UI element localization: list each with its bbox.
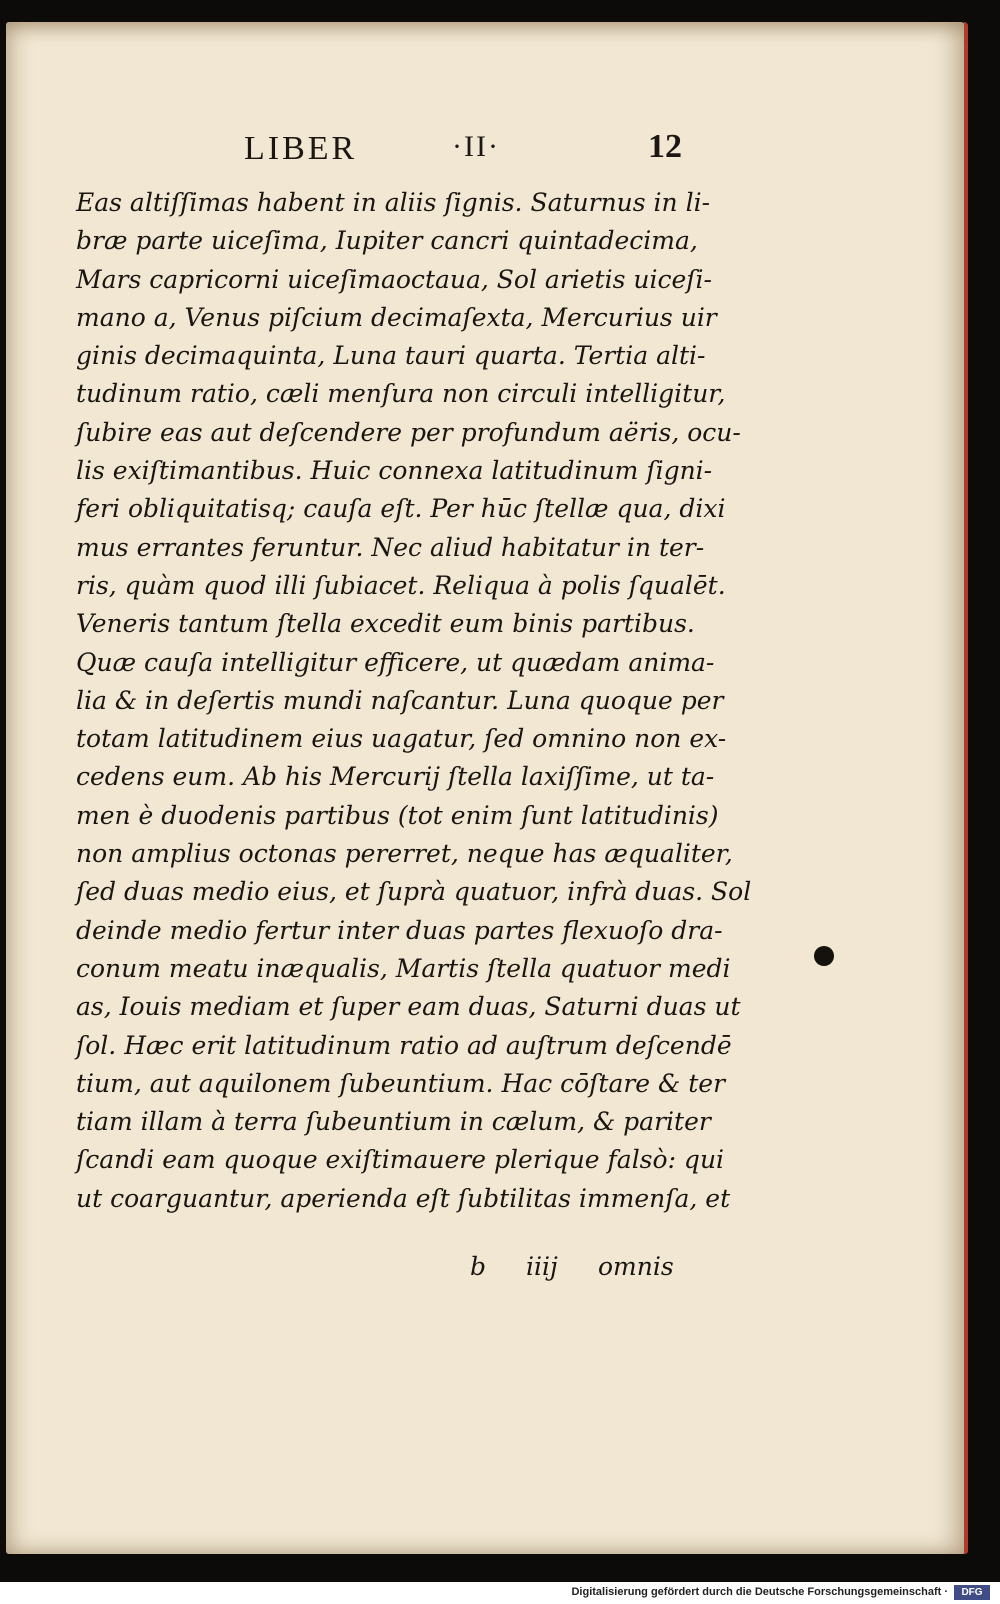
signature-line [470,1252,690,1292]
text-line: feri obliquitatisq; cauſa eſt. Per hūc ſtellæ qua, dixi [76,494,726,524]
text-line: conum meatu inæqualis, Martis ſtella quatuor medi [76,953,731,983]
text-line: ut coarguantur, aperienda eſt ſubtilitas immenſa, et [76,1183,731,1213]
folio-number: 12 [648,128,682,165]
text-line: ſubire eas aut deſcendere per profundum aëris, ocu- [76,417,741,447]
text-line: ginis decimaquinta, Luna tauri quarta. Tertia alti- [76,341,706,371]
text-line: lis exiſtimantibus. Huic connexa latitudinum ſigni- [76,456,713,486]
text-line: ſol. Hæc erit latitudinum ratio ad auſtrum deſcendē [76,1030,732,1060]
signature-letter: b [470,1252,487,1281]
text-line: cedens eum. Ab his Mercurij ſtella laxiſſime, ut ta- [76,762,715,792]
text-line: bræ parte uiceſima, Iupiter cancri quintadecima, [76,226,698,256]
text-line: ſed duas medio eius, et ſuprà quatuor, infrà duas. Sol [76,877,752,907]
text-line: ſcandi eam quoque exiſtimauere plerique falsò: qui [76,1145,725,1175]
book-number: ·II· [452,130,500,163]
text-line: mano a, Venus piſcium decimaſexta, Mercurius uir [76,302,717,332]
dfg-logo: DFG [954,1585,990,1600]
ink-spot [814,946,834,966]
signature-number: iiij [526,1252,558,1281]
text-line: as, Iouis mediam et ſuper eam duas, Saturni duas ut [76,992,741,1022]
text-line: ris, quàm quod illi ſubiacet. Reliqua à polis ſqualēt. [76,570,726,600]
text-line: tiam illam à terra ſubeuntium in cælum, & pariter [76,1107,711,1137]
text-line: mus errantes feruntur. Nec aliud habitatur in ter- [76,532,705,562]
text-line: Veneris tantum ſtella excedit eum binis partibus. [76,609,695,639]
text-line: non amplius octonas pererret, neque has æqualiter, [76,839,733,869]
page-header [230,112,690,172]
text-line: lia & in deſertis mundi naſcantur. Luna quoque per [76,685,724,715]
catchword: omnis [598,1252,674,1281]
funding-credit: Digitalisierung gefördert durch die Deutsche Forschungsgemeinschaft · [571,1586,948,1598]
text-line: Eas altiſſimas habent in aliis ſignis. Saturnus in li- [76,188,711,217]
text-line: tium, aut aquilonem ſubeuntium. Hac cōſtare & ter [76,1068,726,1098]
running-title: LIBER [244,130,358,167]
text-line: Mars capricorni uiceſimaoctaua, Sol arietis uiceſi- [76,264,712,294]
text-line: men è duodenis partibus (tot enim ſunt latitudinis) [76,800,719,830]
page-edge [964,22,968,1554]
text-line: totam latitudinem eius uagatur, ſed omnino non ex- [76,724,727,754]
text-line: Quæ cauſa intelligitur efficere, ut quædam anima- [76,647,715,677]
footer-bar [0,1582,1000,1604]
text-line: deinde medio fertur inter duas partes flexuoſo dra- [76,915,723,945]
body-text [76,184,752,1218]
text-line: tudinum ratio, cæli menſura non circuli intelligitur, [76,379,726,409]
